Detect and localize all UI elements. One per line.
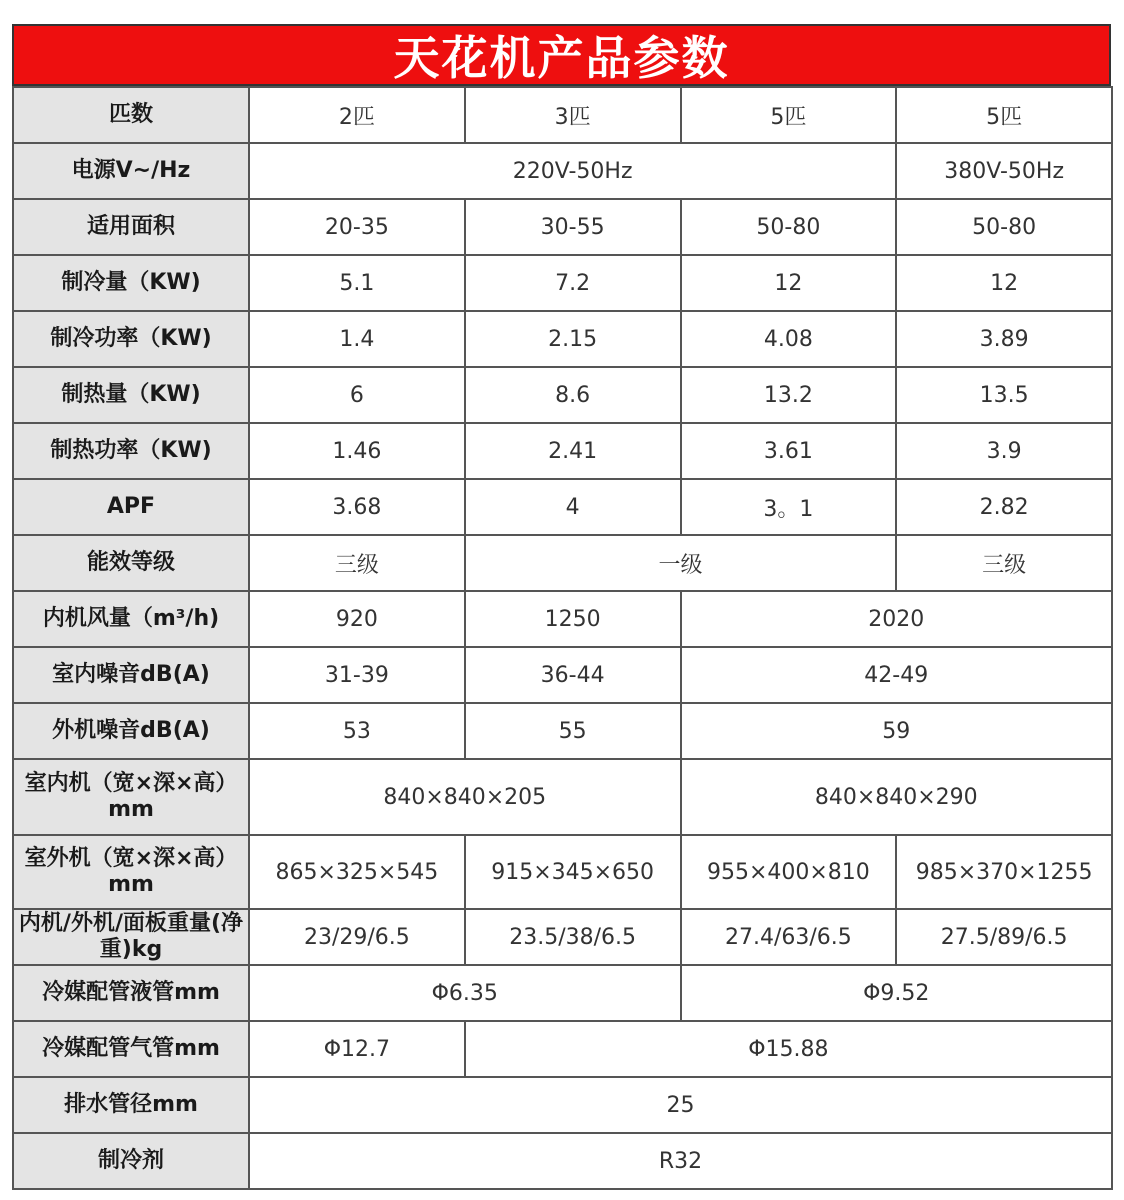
value-cell: 2.15 (465, 311, 681, 367)
table-row (13, 1021, 1112, 1077)
table-row (13, 591, 1112, 647)
value-cell: 3.9 (896, 423, 1112, 479)
table-row (13, 909, 1112, 965)
row-label: 制冷剂 (13, 1133, 249, 1189)
table-row (13, 647, 1112, 703)
value-cell: 2020 (681, 591, 1113, 647)
value-cell: 27.4/63/6.5 (681, 909, 897, 965)
row-label: 内机/外机/面板重量(净重)kg (13, 909, 249, 965)
value-cell: 2匹 (249, 87, 465, 143)
value-cell: 6 (249, 367, 465, 423)
row-label: 能效等级 (13, 535, 249, 591)
table-row (13, 143, 1112, 199)
value-cell: 4.08 (681, 311, 897, 367)
value-cell: 985×370×1255 (896, 835, 1112, 909)
value-cell: 1.46 (249, 423, 465, 479)
row-label: 内机风量（m³/h) (13, 591, 249, 647)
value-cell: 50-80 (896, 199, 1112, 255)
value-cell: 12 (681, 255, 897, 311)
row-label: 匹数 (13, 87, 249, 143)
table-row (13, 535, 1112, 591)
value-cell: 23/29/6.5 (249, 909, 465, 965)
value-cell: Φ6.35 (249, 965, 681, 1021)
table-row (13, 199, 1112, 255)
value-cell: 13.2 (681, 367, 897, 423)
row-label: 制冷量（KW) (13, 255, 249, 311)
value-cell: 5匹 (896, 87, 1112, 143)
value-cell: 55 (465, 703, 681, 759)
row-label: 电源V~/Hz (13, 143, 249, 199)
row-label: 外机噪音dB(A) (13, 703, 249, 759)
table-row (13, 1133, 1112, 1189)
value-cell: Φ12.7 (249, 1021, 465, 1077)
value-cell: 3.61 (681, 423, 897, 479)
value-cell: 23.5/38/6.5 (465, 909, 681, 965)
value-cell: 13.5 (896, 367, 1112, 423)
value-cell: 20-35 (249, 199, 465, 255)
table-row (13, 965, 1112, 1021)
value-cell: Φ15.88 (465, 1021, 1112, 1077)
value-cell: 三级 (249, 535, 465, 591)
value-cell: 27.5/89/6.5 (896, 909, 1112, 965)
value-cell: 4 (465, 479, 681, 535)
spec-table (12, 86, 1113, 1190)
row-label: 制热功率（KW) (13, 423, 249, 479)
value-cell: 50-80 (681, 199, 897, 255)
value-cell: 一级 (465, 535, 897, 591)
row-label: 室外机（宽×深×高）mm (13, 835, 249, 909)
value-cell: 3.68 (249, 479, 465, 535)
value-cell: 53 (249, 703, 465, 759)
value-cell: 3.89 (896, 311, 1112, 367)
value-cell: 12 (896, 255, 1112, 311)
value-cell: 1.4 (249, 311, 465, 367)
value-cell: Φ9.52 (681, 965, 1113, 1021)
value-cell: 2.82 (896, 479, 1112, 535)
row-label: 排水管径mm (13, 1077, 249, 1133)
sheet-title: 天花机产品参数 (12, 24, 1111, 86)
row-label: 制冷功率（KW) (13, 311, 249, 367)
value-cell: 42-49 (681, 647, 1113, 703)
value-cell: 955×400×810 (681, 835, 897, 909)
table-row (13, 255, 1112, 311)
table-row (13, 835, 1112, 909)
row-label: 冷媒配管气管mm (13, 1021, 249, 1077)
row-label: 适用面积 (13, 199, 249, 255)
value-cell: 840×840×290 (681, 759, 1113, 835)
table-row (13, 367, 1112, 423)
row-label: 冷媒配管液管mm (13, 965, 249, 1021)
row-label: 室内机（宽×深×高）mm (13, 759, 249, 835)
value-cell: 920 (249, 591, 465, 647)
value-cell: 5.1 (249, 255, 465, 311)
spec-sheet (12, 24, 1111, 1190)
value-cell: 3。1 (681, 479, 897, 535)
table-row (13, 759, 1112, 835)
row-label: 室内噪音dB(A) (13, 647, 249, 703)
value-cell: 865×325×545 (249, 835, 465, 909)
table-row (13, 703, 1112, 759)
value-cell: 1250 (465, 591, 681, 647)
value-cell: 840×840×205 (249, 759, 681, 835)
value-cell: 3匹 (465, 87, 681, 143)
value-cell: 2.41 (465, 423, 681, 479)
table-row (13, 479, 1112, 535)
table-row (13, 311, 1112, 367)
value-cell: 59 (681, 703, 1113, 759)
value-cell: 25 (249, 1077, 1112, 1133)
value-cell: 三级 (896, 535, 1112, 591)
table-row (13, 423, 1112, 479)
row-label: 制热量（KW) (13, 367, 249, 423)
table-row (13, 87, 1112, 143)
value-cell: 7.2 (465, 255, 681, 311)
value-cell: 380V-50Hz (896, 143, 1112, 199)
value-cell: 220V-50Hz (249, 143, 896, 199)
value-cell: 8.6 (465, 367, 681, 423)
value-cell: R32 (249, 1133, 1112, 1189)
value-cell: 31-39 (249, 647, 465, 703)
value-cell: 915×345×650 (465, 835, 681, 909)
row-label: APF (13, 479, 249, 535)
value-cell: 30-55 (465, 199, 681, 255)
value-cell: 36-44 (465, 647, 681, 703)
value-cell: 5匹 (681, 87, 897, 143)
spec-table-body (13, 87, 1112, 1189)
table-row (13, 1077, 1112, 1133)
